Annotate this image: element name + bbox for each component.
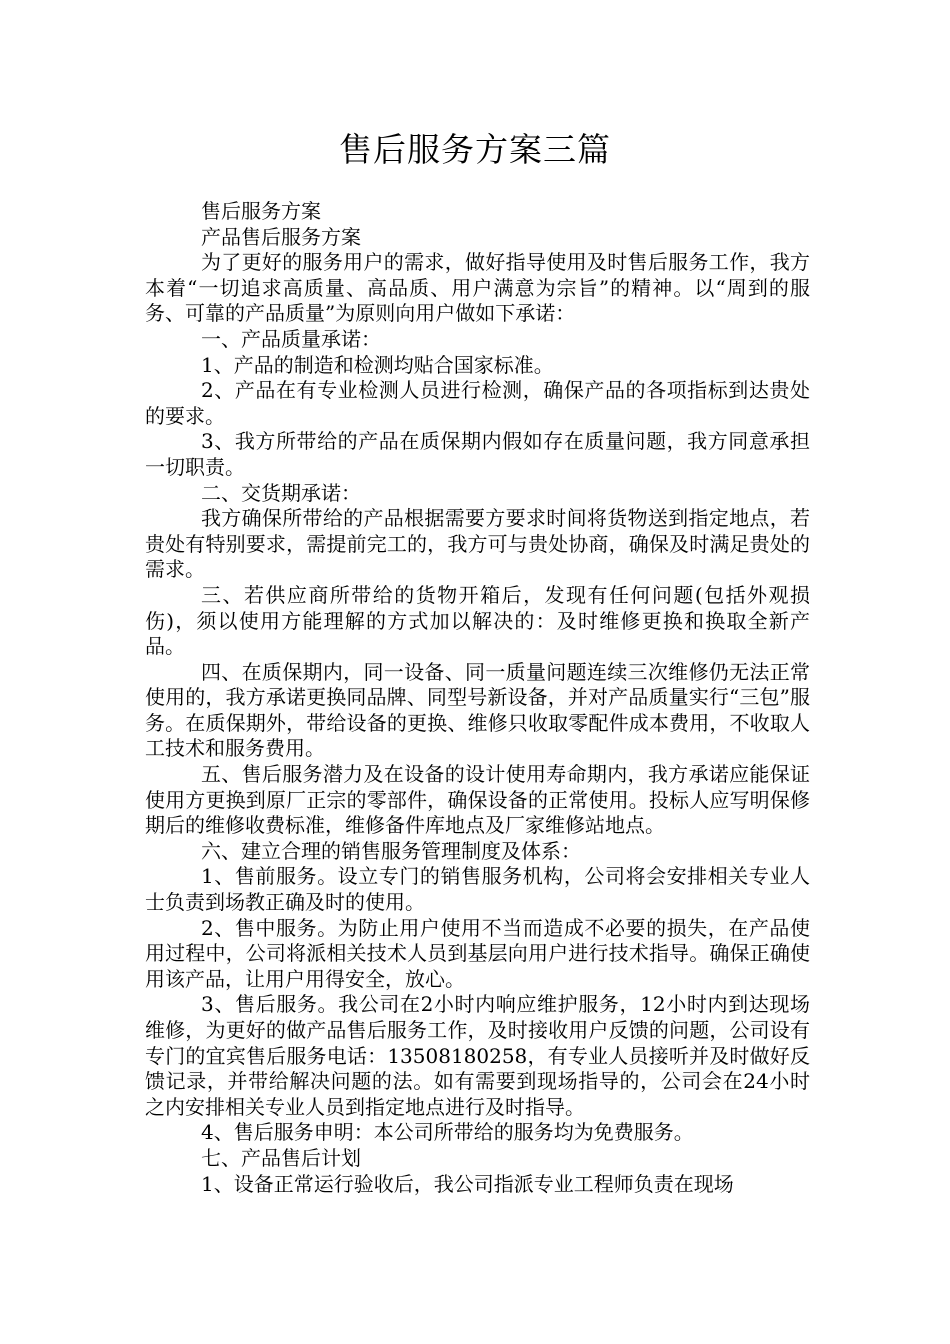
paragraph: 六、建立合理的销售服务管理制度及体系： [201, 838, 581, 863]
paragraph: 2、售中服务。为防止用户使用不当而造成不必要的损失，在产品使用过程中，公司将派相关技术人员到基层向用户进行技术指导。确保正确使用该产品，让用户用得安全，放心。 [145, 915, 810, 991]
paragraph: 3、我方所带给的产品在质保期内假如存在质量问题，我方同意承担一切职责。 [145, 429, 810, 479]
paragraph: 1、产品的制造和检测均贴合国家标准。 [201, 352, 554, 377]
paragraph: 三、若供应商所带给的货物开箱后，发现有任何问题(包括外观损伤)，须以使用方能理解的方式加以解决的：及时维修更换和换取全新产品。 [145, 582, 810, 659]
paragraph: 售后服务方案 [201, 199, 321, 223]
paragraph: 3、售后服务。我公司在2小时内响应维护服务，12小时内到达现场维修，为更好的做产品售后服务工作，及时接收用户反馈的问题，公司设有专门的宜宾售后服务电话：13508180258，有专业人员接听并及时做好反馈记录，并带给解决问题的法。如有需要到现场指导的，公司会在24小时之内安排相关专业人员到指定地点进行及时指导。 [145, 992, 810, 1119]
paragraph: 五、售后服务潜力及在设备的设计使用寿命期内，我方承诺应能保证使用方更换到原厂正宗的零部件，确保设备的正常使用。投标人应写明保修期后的维修收费标准，维修备件库地点及厂家维修站地点。 [145, 762, 810, 838]
document-body [145, 199, 810, 1197]
document-title: 售后服务方案三篇 [339, 130, 611, 169]
paragraph: 我方确保所带给的产品根据需要方要求时间将货物送到指定地点，若贵处有特别要求，需提前完工的，我方可与贵处协商，确保及时满足贵处的需求。 [145, 506, 810, 582]
paragraph: 1、售前服务。设立专门的销售服务机构，公司将会安排相关专业人士负责到场教正确及时的使用。 [145, 864, 810, 915]
paragraph: 产品售后服务方案 [201, 224, 361, 249]
paragraph: 二、交货期承诺： [201, 480, 361, 505]
paragraph: 2、产品在有专业检测人员进行检测，确保产品的各项指标到达贵处的要求。 [145, 378, 810, 428]
paragraph: 为了更好的服务用户的需求，做好指导使用及时售后服务工作，我方本着“一切追求高质量、高品质、用户满意为宗旨”的精神。以“周到的服务、可靠的产品质量”为原则向用户做如下承诺： [145, 250, 810, 326]
paragraph: 七、产品售后计划 [201, 1145, 361, 1170]
paragraph: 一、产品质量承诺： [201, 326, 381, 351]
paragraph: 4、售后服务申明：本公司所带给的服务均为免费服务。 [201, 1120, 694, 1145]
paragraph: 1、设备正常运行验收后，我公司指派专业工程师负责在现场 [201, 1171, 734, 1196]
paragraph: 四、在质保期内，同一设备、同一质量问题连续三次维修仍无法正常使用的，我方承诺更换同品牌、同型号新设备，并对产品质量实行“三包”服务。在质保期外，带给设备的更换、维修只收取零配件成本费用，不收取人工技术和服务费用。 [145, 659, 810, 761]
